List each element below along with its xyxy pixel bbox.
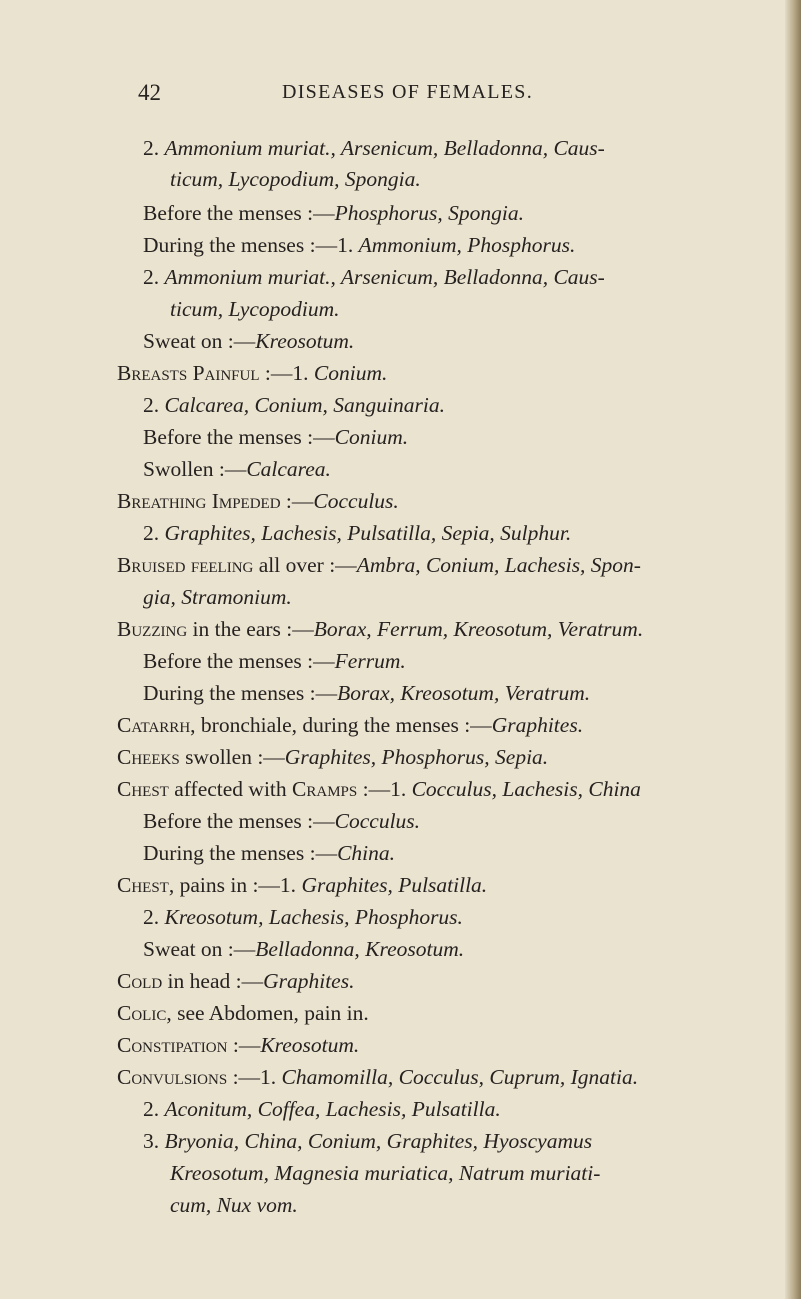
page-edge [785,0,801,1299]
text-line [143,646,406,676]
text-line [117,550,641,580]
text-line [143,326,354,356]
line-text: During the menses :— [143,681,338,705]
remedy-list: Graphites, Pulsatilla. [301,873,488,897]
text-line [117,966,354,996]
remedy-list: Cocculus, Lachesis, China [411,777,641,801]
text-line [117,1030,359,1060]
text-line [143,422,408,452]
text-line [117,710,583,740]
rubric-heading: Breasts Painful [117,361,260,385]
text-line [143,262,605,292]
remedy-list: Ferrum. [334,649,406,673]
remedy-list: Bryonia, China, Conium, Graphites, Hyoscyamus [164,1129,593,1153]
remedy-list: Graphites. [263,969,355,993]
remedy-list: ticum, Lycopodium. [170,297,340,321]
line-text: 2. [143,265,165,289]
text-line [143,518,571,548]
remedy-list: Borax, Ferrum, Kreosotum, Veratrum. [313,617,644,641]
line-text: Sweat on :— [143,937,256,961]
line-text: :— [227,1033,261,1057]
line-text: affected with [168,777,293,801]
rubric-heading: Colic [117,1001,167,1025]
text-line [143,582,292,612]
rubric-heading: Cheeks [117,745,180,769]
line-text: 2. [143,1097,165,1121]
rubric-heading: Convulsions [117,1065,228,1089]
remedy-list: Ammonium muriat., Arsenicum, Belladonna, Caus- [164,265,605,289]
line-text: Before the menses :— [143,201,335,225]
text-line [117,774,641,804]
text-line [117,486,399,516]
line-text: Before the menses :— [143,649,335,673]
page-number: 42 [138,80,161,105]
text-line [143,133,605,163]
text-line [117,358,387,388]
remedy-list: Kreosotum. [260,1033,360,1057]
line-text: 2. [143,521,165,545]
rubric-heading: Breathing Impeded [117,489,281,513]
text-line [143,1094,501,1124]
line-text: , pains in :—1. [168,873,302,897]
text-line [170,294,340,324]
remedy-list: Cocculus. [334,809,421,833]
remedy-list: Cocculus. [313,489,399,513]
line-text: Sweat on :— [143,329,256,353]
line-text: :— [280,489,314,513]
text-line [117,742,548,772]
line-text: :—1. [259,361,314,385]
line-text: 2. [143,905,165,929]
line-text: , see Abdomen, pain in. [166,1001,369,1025]
text-line [170,1190,298,1220]
text-line [143,454,331,484]
line-text: :—1. [357,777,412,801]
remedy-list: Calcarea, Conium, Sanguinaria. [164,393,445,417]
line-text: During the menses :—1. [143,233,359,257]
remedy-list: Conium. [334,425,409,449]
remedy-list: Graphites, Phosphorus, Sepia. [284,745,549,769]
remedy-list: Ambra, Conium, Lachesis, Spon- [356,553,641,577]
remedy-list: Kreosotum, Lachesis, Phosphorus. [164,905,463,929]
line-text: in the ears :— [187,617,314,641]
text-line [143,934,464,964]
remedy-list: China. [337,841,396,865]
text-line [117,1062,638,1092]
rubric-heading: Constipation [117,1033,228,1057]
rubric-heading: Chest [117,873,169,897]
rubric-heading: Cold [117,969,163,993]
page-header [0,80,801,110]
line-text: 2. [143,136,165,160]
line-text: 2. [143,393,165,417]
remedy-list: Borax, Kreosotum, Veratrum. [337,681,591,705]
text-line [143,1126,592,1156]
text-line [170,1158,600,1188]
remedy-list: Graphites. [491,713,584,737]
text-line [143,678,590,708]
remedy-list: Phosphorus, Spongia. [334,201,524,225]
remedy-list: Kreosotum. [255,329,355,353]
remedy-list: Belladonna, Kreosotum. [255,937,465,961]
text-line [143,806,420,836]
remedy-list: Ammonium, Phosphorus. [358,233,576,257]
rubric-heading: Bruised feeling [117,553,254,577]
remedy-list: Ammonium muriat., Arsenicum, Belladonna, Caus- [164,136,605,160]
line-text: Swollen :— [143,457,247,481]
remedy-list: Conium. [313,361,388,385]
line-text: , bronchiale, during the menses :— [190,713,492,737]
text-line [143,902,463,932]
text-line [170,164,421,194]
remedy-list: cum, Nux vom. [170,1193,298,1217]
rubric-heading: Catarrh [117,713,191,737]
line-text: swollen :— [179,745,285,769]
text-line [143,230,575,260]
remedy-list: ticum, Lycopodium, Spongia. [170,167,421,191]
remedy-list: Chamomilla, Cocculus, Cuprum, Ignatia. [281,1065,639,1089]
text-line [117,870,487,900]
remedy-list: Calcarea. [246,457,331,481]
line-text: in head :— [162,969,264,993]
rubric-heading: Chest [117,777,169,801]
text-line [117,614,643,644]
text-line [143,390,445,420]
running-head: DISEASES OF FEMALES. [281,81,534,103]
rubric-heading: Cramps [292,777,358,801]
text-line [143,838,395,868]
text-line [143,198,524,228]
line-text: Before the menses :— [143,425,335,449]
line-text: During the menses :— [143,841,338,865]
line-text: 3. [143,1129,165,1153]
remedy-list: Kreosotum, Magnesia muriatica, Natrum muriati- [170,1161,601,1185]
line-text: all over :— [253,553,357,577]
remedy-list: Aconitum, Coffea, Lachesis, Pulsatilla. [164,1097,501,1121]
remedy-list: gia, Stramonium. [143,585,292,609]
line-text: :—1. [227,1065,282,1089]
rubric-heading: Buzzing [117,617,188,641]
text-line [117,998,369,1028]
remedy-list: Graphites, Lachesis, Pulsatilla, Sepia, Sulphur. [164,521,572,545]
line-text: Before the menses :— [143,809,335,833]
